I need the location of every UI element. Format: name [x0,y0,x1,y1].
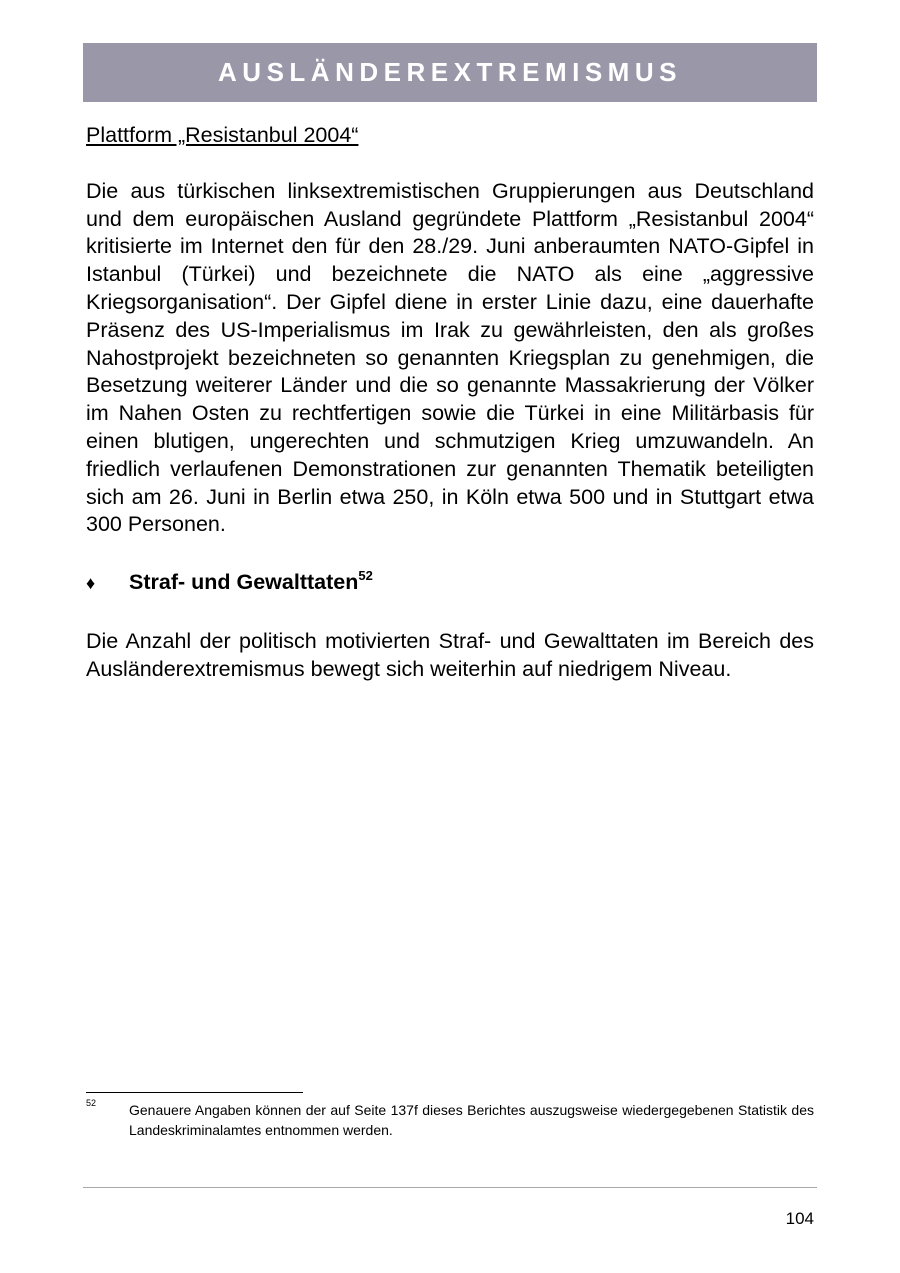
paragraph-resistanbul: Die aus türkischen linksextremistischen Gruppierungen aus Deutschland und dem europäischen Ausland gegründete Plattform „Resistanbul 2004“ kritisierte im Internet den für den 28./29. Juni anberaumten NATO-Gipfel in Istanbul (Türkei) und bezeichnete die NATO als eine „aggressive Kriegsorganisation“. Der Gipfel diene in erster Linie dazu, eine dauerhafte Präsenz des US-Imperialismus im Irak zu gewährleisten, den als großes Nahostprojekt bezeichneten so genannten Kriegsplan zu genehmigen, die Besetzung weiterer Länder und die so genannte Massakrierung der Völker im Nahen Osten zu rechtfertigen sowie die Türkei in eine Militärbasis für einen blutigen, ungerechten und schmutzigen Krieg umzuwandeln. An friedlich verlaufenen Demonstrationen zur genannten Thematik beteiligten sich am 26. Juni in Berlin etwa 250, in Köln etwa 500 und in Stuttgart etwa 300 Personen. [86,178,814,537]
section-heading [86,569,814,598]
footnote [86,1097,814,1140]
header-title: AUSLÄNDEREXTREMISMUS [218,57,682,87]
page-number: 104 [785,1209,814,1228]
section-heading-label: Straf- und Gewalttaten [129,570,359,595]
footnote-divider [86,1092,303,1093]
main-content [86,120,814,684]
paragraph-straftaten: Die Anzahl der politisch motivierten Straf- und Gewalttaten im Bereich des Ausländerextremismus bewegt sich weiterhin auf niedrigem Niveau. [86,628,814,681]
footer-divider [83,1187,817,1188]
diamond-bullet-icon: ♦ [86,573,96,594]
footnote-reference: 52 [358,568,373,584]
section-heading-text [129,569,373,597]
footnote-number: 52 [86,1098,97,1108]
footnote-text: Genauere Angaben können der auf Seite 137f dieses Berichtes auszugsweise wiedergegebenen Statistik des Landeskriminalamtes entnommen werden. [129,1102,814,1138]
subheading: Plattform „Resistanbul 2004“ [86,123,359,147]
header-bar [83,43,817,102]
